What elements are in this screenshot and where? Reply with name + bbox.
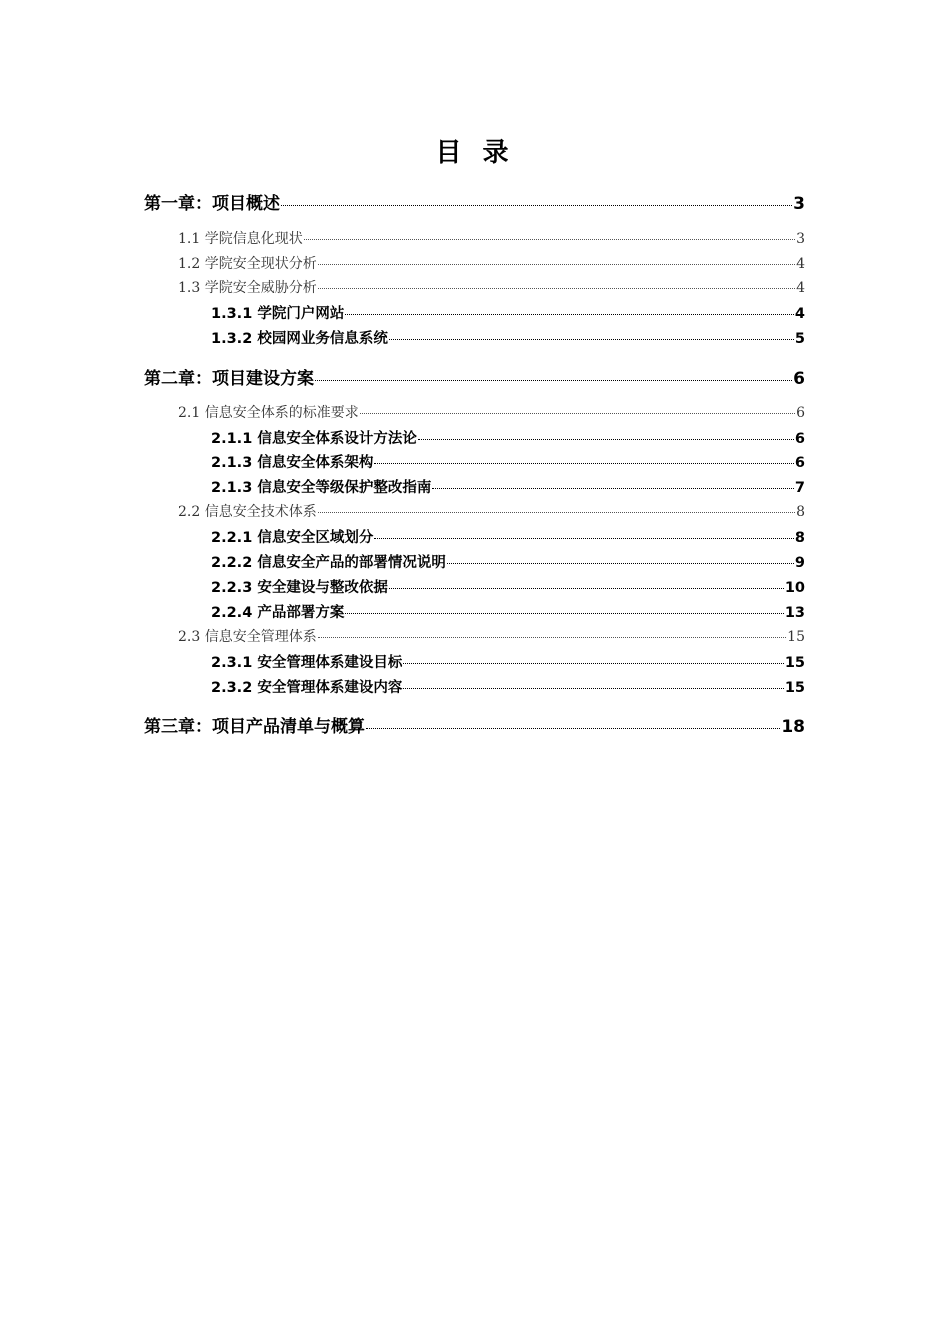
toc-page-number: 18 xyxy=(781,717,805,737)
toc-page-number: 6 xyxy=(794,455,805,471)
toc-page-number: 8 xyxy=(794,530,805,546)
toc-entry-2-2-4[interactable] xyxy=(211,601,805,622)
toc-leader-dots xyxy=(403,663,783,664)
toc-entry-text: 2.2.4 产品部署方案 xyxy=(211,605,345,621)
toc-entry-text: 2.1.1 信息安全体系设计方法论 xyxy=(211,431,417,447)
toc-entry-text: 2.1 信息安全体系的标准要求 xyxy=(178,405,359,421)
toc-entry-chapter-3[interactable] xyxy=(144,712,805,737)
toc-leader-dots xyxy=(360,413,795,414)
toc-page-number: 10 xyxy=(784,580,805,596)
toc-page-number: 3 xyxy=(796,231,805,247)
toc-page-number: 15 xyxy=(784,680,805,696)
toc-leader-dots xyxy=(318,512,795,513)
toc-entry-2-1-3a[interactable] xyxy=(211,451,805,472)
toc-page-number: 9 xyxy=(794,555,805,571)
toc-leader-dots xyxy=(374,463,794,464)
toc-entry-2-3-2[interactable] xyxy=(211,676,805,697)
toc-entry-text: 1.3 学院安全威胁分析 xyxy=(178,280,317,296)
toc-entry-2-1[interactable] xyxy=(178,402,805,422)
toc-leader-dots xyxy=(418,439,794,440)
toc-leader-dots xyxy=(281,205,792,206)
toc-leader-dots xyxy=(304,239,795,240)
toc-entry-text: 1.2 学院安全现状分析 xyxy=(178,256,317,272)
toc-leader-dots xyxy=(318,264,795,265)
toc-page-number: 5 xyxy=(794,331,805,347)
toc-leader-dots xyxy=(366,728,780,729)
toc-entry-text: 2.2.3 安全建设与整改依据 xyxy=(211,580,388,596)
toc-entry-2-1-1[interactable] xyxy=(211,427,805,448)
toc-leader-dots xyxy=(318,637,786,638)
toc-entry-2-2-1[interactable] xyxy=(211,526,805,547)
toc-entry-2-2-2[interactable] xyxy=(211,551,805,572)
toc-entry-text: 2.3 信息安全管理体系 xyxy=(178,629,317,645)
toc-page-number: 6 xyxy=(796,405,805,421)
toc-entry-text: 2.1.3 信息安全等级保护整改指南 xyxy=(211,480,432,496)
toc-leader-dots xyxy=(389,339,794,340)
toc-page-number: 13 xyxy=(784,605,805,621)
toc-entry-chapter-1[interactable] xyxy=(144,189,805,214)
toc-page-number: 4 xyxy=(796,280,805,296)
toc-entry-text: 2.2 信息安全技术体系 xyxy=(178,504,317,520)
toc-entry-2-3[interactable] xyxy=(178,626,805,646)
toc-entry-text: 2.2.1 信息安全区域划分 xyxy=(211,530,374,546)
toc-entry-text: 2.1.3 信息安全体系架构 xyxy=(211,455,374,471)
toc-entry-2-1-3b[interactable] xyxy=(211,476,805,497)
toc-entry-1-3[interactable] xyxy=(178,277,805,297)
toc-entry-chapter-2[interactable] xyxy=(144,364,805,389)
toc-leader-dots xyxy=(447,563,794,564)
toc-page-number: 6 xyxy=(794,431,805,447)
toc-page-number: 7 xyxy=(794,480,805,496)
toc-leader-dots xyxy=(432,488,794,489)
toc-page-number: 8 xyxy=(796,504,805,520)
toc-leader-dots xyxy=(345,314,794,315)
toc-title: 目 录 xyxy=(435,138,515,168)
toc-entry-text: 2.2.2 信息安全产品的部署情况说明 xyxy=(211,555,446,571)
toc-leader-dots xyxy=(374,538,794,539)
toc-entry-2-2-3[interactable] xyxy=(211,576,805,597)
toc-entry-text: 第二章：项目建设方案 xyxy=(144,369,314,389)
toc-entry-text: 第一章：项目概述 xyxy=(144,194,280,214)
toc-page-number: 15 xyxy=(787,629,805,645)
toc-leader-dots xyxy=(403,688,783,689)
toc-page-number: 4 xyxy=(794,306,805,322)
toc-entry-text: 1.3.1 学院门户网站 xyxy=(211,306,345,322)
toc-entry-text: 第三章：项目产品清单与概算 xyxy=(144,717,365,737)
toc-entry-text: 1.1 学院信息化现状 xyxy=(178,231,303,247)
toc-leader-dots xyxy=(318,288,795,289)
toc-entry-1-3-2[interactable] xyxy=(211,327,805,348)
toc-entry-text: 2.3.1 安全管理体系建设目标 xyxy=(211,655,403,671)
toc-page-number: 4 xyxy=(796,256,805,272)
toc-page-number: 15 xyxy=(784,655,805,671)
toc-entry-1-1[interactable] xyxy=(178,228,805,248)
toc-page-number: 3 xyxy=(793,194,805,214)
toc-entry-text: 2.3.2 安全管理体系建设内容 xyxy=(211,680,403,696)
toc-entry-2-3-1[interactable] xyxy=(211,651,805,672)
toc-entry-text: 1.3.2 校园网业务信息系统 xyxy=(211,331,388,347)
toc-page-number: 6 xyxy=(793,369,805,389)
toc-entry-1-3-1[interactable] xyxy=(211,302,805,323)
toc-entry-1-2[interactable] xyxy=(178,253,805,273)
toc-leader-dots xyxy=(345,613,783,614)
toc-leader-dots xyxy=(315,380,792,381)
toc-entry-2-2[interactable] xyxy=(178,501,805,521)
toc-leader-dots xyxy=(389,588,784,589)
